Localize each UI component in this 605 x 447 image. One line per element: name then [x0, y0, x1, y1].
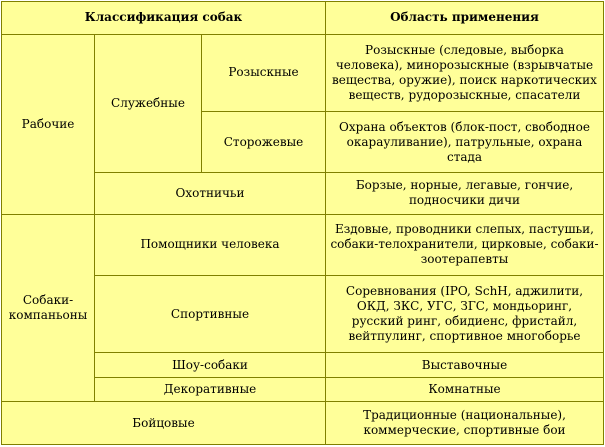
header-application: Область применения — [326, 2, 604, 35]
header-classification: Классификация собак — [2, 2, 326, 35]
group-companion: Собаки-компаньоны — [2, 214, 95, 401]
type-search: Розыскные — [202, 34, 326, 111]
type-fighting: Бойцовые — [2, 402, 326, 445]
type-helpers: Помощники человека — [95, 214, 326, 275]
type-hunting: Охотничьи — [95, 173, 326, 215]
use-guard: Охрана объектов (блок-пост, свободное окарауливание), патрульные, охрана стада — [326, 111, 604, 172]
use-sport: Соревнования (IPO, SchH, аджилити, ОКД, ЗКС, УГС, ЗГС, мондьоринг, русский ринг, обидиенс, фристайл, вейтпулинг, спортивное многоборье — [326, 275, 604, 352]
type-sport: Спортивные — [95, 275, 326, 352]
use-fighting: Традиционные (национальные), коммерческие, спортивные бои — [326, 402, 604, 445]
type-guard: Сторожевые — [202, 111, 326, 172]
group-service: Служебные — [95, 34, 202, 172]
dog-classification-table — [1, 1, 604, 445]
use-hunting: Борзые, норные, легавые, гончие, подносчики дичи — [326, 173, 604, 215]
table-row — [2, 214, 604, 275]
table-row — [2, 402, 604, 445]
header-row — [2, 2, 604, 35]
type-decorative: Декоративные — [95, 377, 326, 401]
use-decorative: Комнатные — [326, 377, 604, 401]
use-search: Розыскные (следовые, выборка человека), минорозыскные (взрывчатые вещества, оружие), поиск наркотических веществ, рудорозыскные, спасатели — [326, 34, 604, 111]
use-show: Выставочные — [326, 353, 604, 377]
group-working: Рабочие — [2, 34, 95, 214]
use-helpers: Ездовые, проводники слепых, пастушьи, собаки-телохранители, цирковые, собаки-зоотерапевты — [326, 214, 604, 275]
table-row — [2, 34, 604, 111]
type-show: Шоу-собаки — [95, 353, 326, 377]
